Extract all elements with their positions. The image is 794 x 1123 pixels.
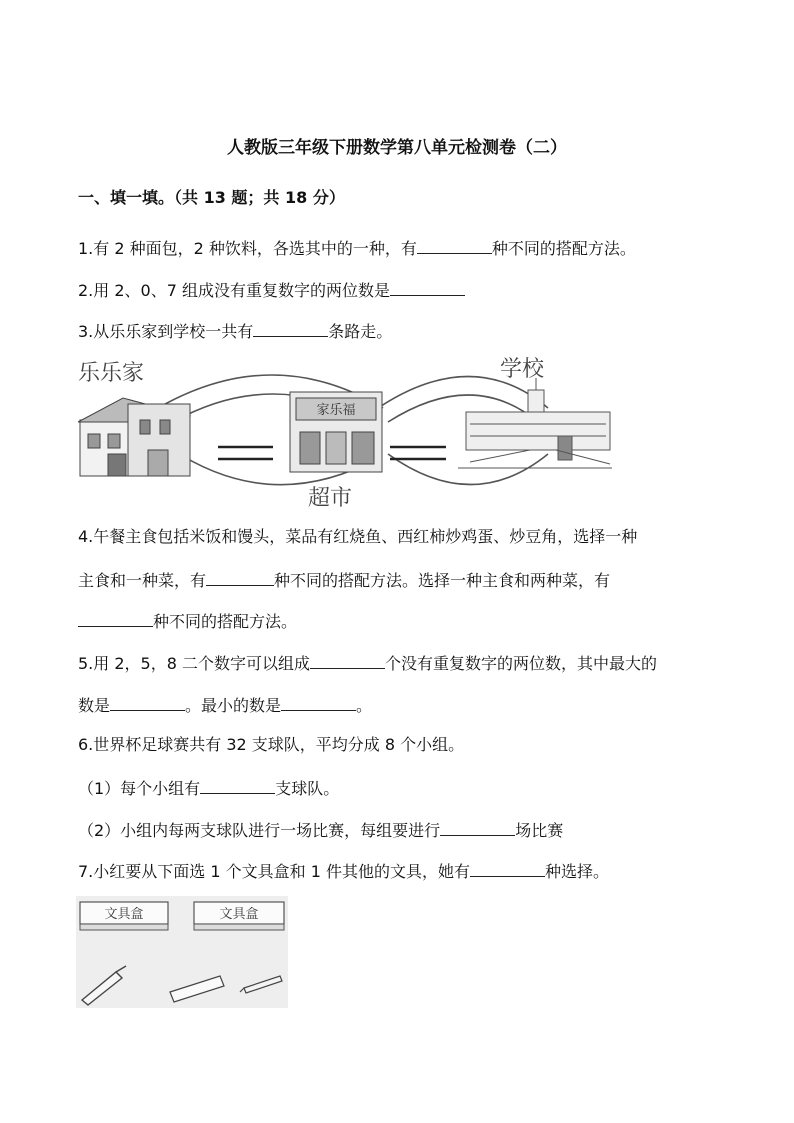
question-4-line-2 xyxy=(78,567,610,593)
question-4-line-1 xyxy=(78,525,637,549)
answer-blank[interactable] xyxy=(440,817,515,836)
answer-blank[interactable] xyxy=(390,277,465,296)
q6-text: 6.世界杯足球赛共有 32 支球队，平均分成 8 个小组。 xyxy=(78,735,465,754)
pencil-case-2 xyxy=(194,902,284,930)
q6-text: 场比赛 xyxy=(515,821,564,840)
answer-blank[interactable] xyxy=(253,318,328,337)
q2-text: 2.用 2、0、7 组成没有重复数字的两位数是 xyxy=(78,281,390,300)
page-title: 人教版三年级下册数学第八单元检测卷（二） xyxy=(227,138,567,158)
q5-text: 个没有重复数字的两位数，其中最大的 xyxy=(384,654,657,673)
home-label: 乐乐家 xyxy=(78,361,145,386)
stationery-illustration xyxy=(76,896,288,1008)
q6-text: （2）小组内每两支球队进行一场比赛，每组要进行 xyxy=(78,821,441,840)
question-7 xyxy=(78,858,609,884)
question-2 xyxy=(78,277,465,303)
answer-blank[interactable] xyxy=(200,775,275,794)
box-1-label: 文具盒 xyxy=(104,907,144,922)
school-label: 学校 xyxy=(500,357,545,382)
q3-text: 3.从乐乐家到学校一共有 xyxy=(78,322,254,341)
question-5-line-2 xyxy=(78,692,372,718)
q3-text-end: 条路走。 xyxy=(328,322,393,341)
answer-blank[interactable] xyxy=(110,692,185,711)
q7-text: 7.小红要从下面选 1 个文具盒和 1 件其他的文具，她有 xyxy=(78,862,470,881)
q5-text: 。最小的数是 xyxy=(185,696,282,715)
answer-blank[interactable] xyxy=(417,235,492,254)
q4-text: 4.午餐主食包括米饭和馒头，菜品有红烧鱼、西红柿炒鸡蛋、炒豆角，选择一种 xyxy=(78,527,638,546)
question-6 xyxy=(78,733,464,757)
question-4-line-3 xyxy=(78,608,297,634)
answer-blank[interactable] xyxy=(470,858,545,877)
q4-text: 种不同的搭配方法。选择一种主食和两种菜，有 xyxy=(274,571,611,590)
house-image xyxy=(78,398,190,476)
answer-blank[interactable] xyxy=(310,650,385,669)
section-heading: 一、填一填。（共 13 题；共 18 分） xyxy=(78,188,345,207)
store-sign-text: 家乐福 xyxy=(316,403,356,418)
question-3 xyxy=(78,318,392,344)
supermarket-image xyxy=(290,392,382,472)
q4-text: 主食和一种菜，有 xyxy=(78,571,207,590)
q6-text: （1）每个小组有 xyxy=(78,779,201,798)
q7-text: 种选择。 xyxy=(544,862,609,881)
answer-blank[interactable] xyxy=(78,608,153,627)
route-illustration xyxy=(78,350,613,515)
answer-blank[interactable] xyxy=(281,692,356,711)
question-5-line-1 xyxy=(78,650,657,676)
question-1 xyxy=(78,235,636,261)
supermarket-label: 超市 xyxy=(308,486,353,511)
question-6-part-2 xyxy=(78,817,563,843)
q5-text: 5.用 2，5，8 二个数字可以组成 xyxy=(78,654,310,673)
q6-text: 支球队。 xyxy=(275,779,340,798)
question-6-part-1 xyxy=(78,775,339,801)
q5-text: 数是 xyxy=(78,696,111,715)
q1-text: 1.有 2 种面包，2 种饮料，各选其中的一种，有 xyxy=(78,239,417,258)
school-image xyxy=(458,378,612,468)
q5-text: 。 xyxy=(356,696,373,715)
q4-text: 种不同的搭配方法。 xyxy=(153,612,298,631)
box-2-label: 文具盒 xyxy=(219,907,259,922)
q1-text-end: 种不同的搭配方法。 xyxy=(491,239,636,258)
answer-blank[interactable] xyxy=(206,567,274,586)
pencil-case-1 xyxy=(80,902,168,930)
